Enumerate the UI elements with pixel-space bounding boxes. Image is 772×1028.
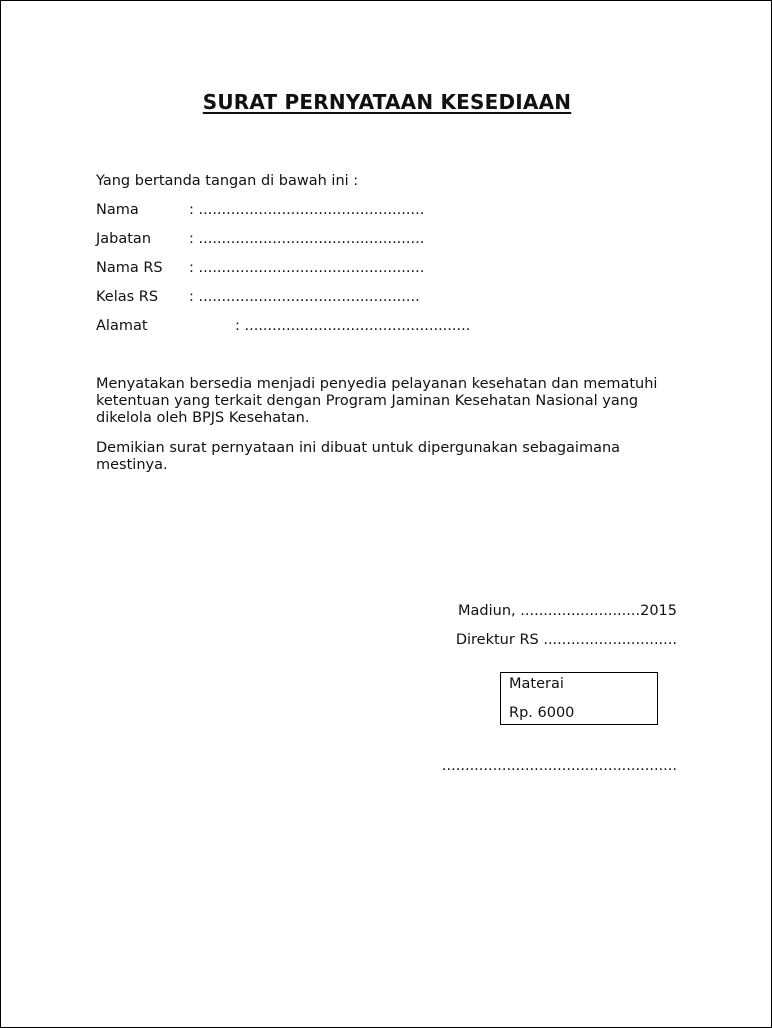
stamp-label: Materai xyxy=(509,676,564,692)
statement-paragraph: Menyatakan bersedia menjadi penyedia pelayanan kesehatan dan mematuhi ketentuan yang terkait dengan Program Jaminan Kesehatan Nasional yang dikelola oleh BPJS Kesehatan. xyxy=(96,376,658,426)
stamp-amount: Rp. 6000 xyxy=(509,705,575,721)
document-title xyxy=(1,90,772,114)
field-label-jabatan: Jabatan xyxy=(96,231,152,247)
field-label-kelas-rs: Kelas RS xyxy=(96,289,159,305)
field-value-nama: : ................................................. xyxy=(189,202,425,218)
field-value-nama-rs: : ................................................. xyxy=(189,260,425,276)
signer-title: Direktur RS ............................. xyxy=(455,632,677,648)
intro-text: Yang bertanda tangan di bawah ini : xyxy=(96,173,359,189)
field-label-alamat: Alamat xyxy=(96,318,148,334)
field-label-nama-rs: Nama RS xyxy=(96,260,163,276)
signature-line: ................................................... xyxy=(441,758,677,774)
stamp-box xyxy=(500,672,658,725)
field-value-alamat: : ................................................. xyxy=(235,318,471,334)
field-value-jabatan: : ................................................. xyxy=(189,231,425,247)
closing-paragraph: Demikian surat pernyataan ini dibuat untuk dipergunakan sebagaimana mestinya. xyxy=(96,440,621,473)
document-title-text: SURAT PERNYATAAN KESEDIAAN xyxy=(202,90,572,114)
field-label-nama: Nama xyxy=(96,202,139,218)
field-value-kelas-rs: : ................................................ xyxy=(189,289,420,305)
place-date: Madiun, ..........................2015 xyxy=(458,603,677,619)
